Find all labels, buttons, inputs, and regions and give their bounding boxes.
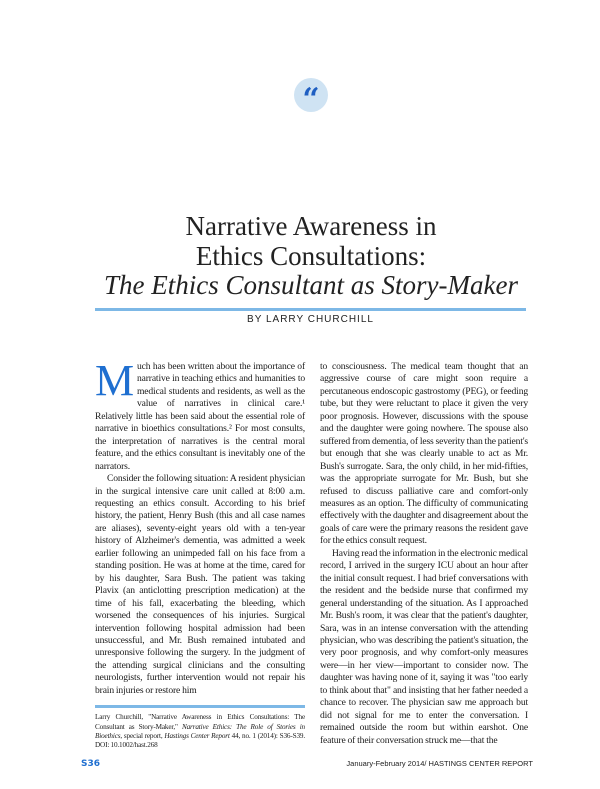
journal-running-footer: January-February 2014/ HASTINGS CENTER REPORT — [346, 758, 533, 768]
article-columns — [95, 356, 528, 751]
column-right — [320, 361, 528, 747]
citation-text: , special report, — [120, 732, 165, 741]
paragraph-1 — [95, 356, 305, 473]
title-line-1: Narrative Awareness in — [185, 211, 437, 241]
title-divider — [95, 308, 526, 311]
article-title — [60, 212, 562, 301]
article-content — [81, 356, 533, 789]
page-footer — [81, 759, 533, 769]
citation-text: Larry Churchill, "Narrative Awareness in Ethics Consultations: The Consultant as Story-Maker," — [95, 713, 305, 731]
paragraph-1-text: uch has been written about the importance of narrative in teaching ethics and humanities to medical students and residents, as well as the value of narratives in clinical care.¹ Relatively little has been said about the essential role of narrative in bioethics consultations.² For most consults, the interpretation of narratives is the central moral feature, and the ethics consultant is inevitably one of the narrators. — [95, 361, 305, 472]
page-number: S36 — [81, 758, 101, 769]
paragraph-2: Consider the following situation: A resident physician in the surgical intensive care unit called at 8:00 a.m. requesting an ethics consult. According to his brief history, the patient, Henry Bush (this and all case names are aliases), seventy-eight years old with a ten-year history of Alzheimer's dementia, was admitted a week earlier following an unimpeded fall on his face from a standing position. He was at home at the time, cared for by his daughter, Sara Bush. The patient was taking Plavix (an anticlotting prescription medication) at the time of his fall, exacerbating the bleeding, which worsened the consequences of his injuries. Surgical intervention following hospital admission had been unsuccessful, and Mr. Bush remained intubated and unresponsive following the surgery. In the judgment of the attending surgical clinicians and the consulting neurologists, further intervention would not repair his brain injuries or restore him — [95, 473, 305, 696]
citation-journal: Hastings Center Report — [164, 732, 230, 741]
paragraph-4: Having read the information in the electronic medical record, I arrived in the surgery ICU about an hour after the initial consult request. I had brief conversations with the resident and the bedside nurse that confirmed my general understanding of the situation. As I approached Mr. Bush's room, it was clear that the patient's daughter, Sara, was in an intense conversation with the attending physician, who was describing the patient's situation, the very poor prognosis, and why comfort-only measures were—in her view—important to consider now. The daughter was having none of it, saying it was "too early to think about that" and insisting that her father needed a chance to recover. The physician saw me approach but did not signal for me to enter the conversation. I remained outside the room but within earshot. One feature of their conversation struck me—that the — [320, 547, 528, 746]
footnote-divider — [95, 705, 305, 708]
drop-cap: M — [95, 356, 134, 405]
citation-book-title: Narrative Ethics: The Role of Stories in Bioethics — [95, 722, 305, 741]
column-left — [95, 356, 305, 751]
quotation-mark-icon: “ — [294, 78, 328, 112]
citation-footnote — [95, 713, 305, 751]
byline: BY LARRY CHURCHILL — [247, 314, 374, 325]
article-subtitle: The Ethics Consultant as Story-Maker — [104, 270, 518, 300]
title-line-2: Ethics Consultations: — [195, 240, 427, 271]
paragraph-3: to consciousness. The medical team thought that an aggressive course of care might soon require a percutaneous endoscopic gastrostomy (PEG), or feeding tube, but they were reluctant to place it given the very poor prognosis. However, discussions with the spouse and the daughter were going nowhere. The spouse also suffered from dementia, of less severity than the patient's but enough that she was clearly unable to act as Mr. Bush's surrogate. Sara, the only child, in her mid-fifties, was the appropriate surrogate for Mr. Bush, but she refused to discuss palliative care and comfort-only measures as an option. The difficulty of communicating effectively with the daughter and disagreement about the goals of care were the primary reasons the resident gave for the ethics consult request. — [320, 361, 528, 547]
citation-doi: 44, no. 1 (2014): S36-S39. DOI: 10.1002/hast.268 — [95, 732, 305, 750]
